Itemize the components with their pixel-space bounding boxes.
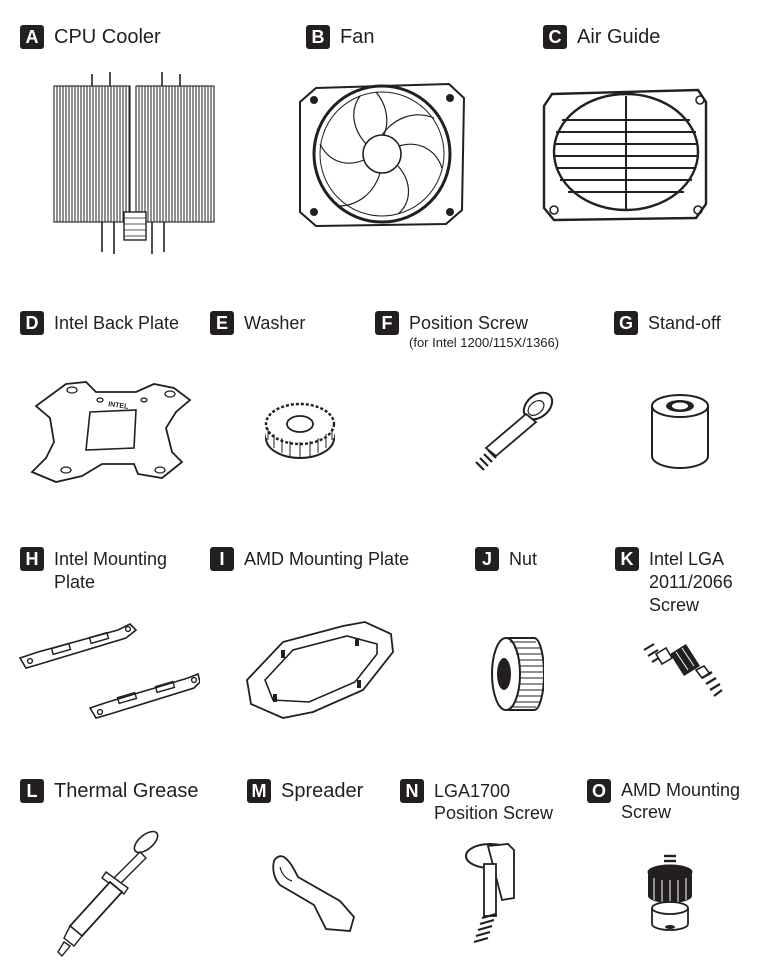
part-note: (for Intel 1200/115X/1366) <box>409 335 560 350</box>
part-label-line-1: LGA1700 <box>434 781 511 801</box>
part-label: Air Guide <box>577 26 661 48</box>
part-letter-badge: G <box>614 311 638 335</box>
part-label-line-1: AMD Mounting <box>621 780 741 800</box>
part-label: Spreader <box>281 780 364 802</box>
part-letter-badge: F <box>375 311 399 335</box>
part-letter-badge: A <box>20 25 44 49</box>
intel-mounting-plate-illustration <box>18 616 200 722</box>
thermal-grease-syringe-illustration <box>54 828 166 960</box>
part-letter-badge: C <box>543 25 567 49</box>
intel-back-plate-illustration <box>26 378 198 490</box>
part-letter-badge: J <box>475 547 499 571</box>
part-label: Nut <box>509 549 538 569</box>
amd-mounting-screw-illustration <box>640 852 700 936</box>
part-letter-badge: H <box>20 547 44 571</box>
nut-illustration <box>484 634 544 714</box>
cpu-cooler-illustration <box>52 72 217 257</box>
part-label: Fan <box>340 26 375 48</box>
part-letter-badge: M <box>247 779 271 803</box>
part-label: Stand-off <box>648 313 721 333</box>
position-screw-illustration <box>466 388 558 476</box>
part-letter-badge: N <box>400 779 424 803</box>
washer-illustration <box>262 398 338 464</box>
air-guide-illustration <box>540 86 710 226</box>
spreader-illustration <box>268 855 356 935</box>
stand-off-illustration <box>646 392 716 472</box>
part-label-line-1: Intel LGA <box>649 549 725 569</box>
lga1700-position-screw-illustration <box>458 840 522 950</box>
fan-illustration <box>294 78 469 230</box>
back-plate-marking: INTEL <box>107 401 129 411</box>
part-label: Thermal Grease <box>54 780 199 802</box>
part-label-line-1: Intel Mounting <box>54 549 168 569</box>
part-label: Position Screw <box>409 313 529 333</box>
part-label-line-2: 2011/2066 <box>649 572 733 592</box>
part-label: AMD Mounting Plate <box>244 549 410 569</box>
part-letter-badge: L <box>20 779 44 803</box>
part-letter-badge: E <box>210 311 234 335</box>
part-letter-badge: O <box>587 779 611 803</box>
part-letter-badge: B <box>306 25 330 49</box>
part-label: Intel Back Plate <box>54 313 180 333</box>
part-label: Washer <box>244 313 306 333</box>
part-letter-badge: D <box>20 311 44 335</box>
part-label-line-3: Screw <box>649 595 700 615</box>
part-label-line-2: Plate <box>54 572 96 592</box>
part-label-line-2: Position Screw <box>434 803 554 823</box>
part-letter-badge: K <box>615 547 639 571</box>
part-label-line-2: Screw <box>621 802 672 822</box>
part-label: CPU Cooler <box>54 26 161 48</box>
part-letter-badge: I <box>210 547 234 571</box>
amd-mounting-plate-illustration <box>243 620 397 720</box>
intel-lga-screw-illustration <box>640 640 724 702</box>
